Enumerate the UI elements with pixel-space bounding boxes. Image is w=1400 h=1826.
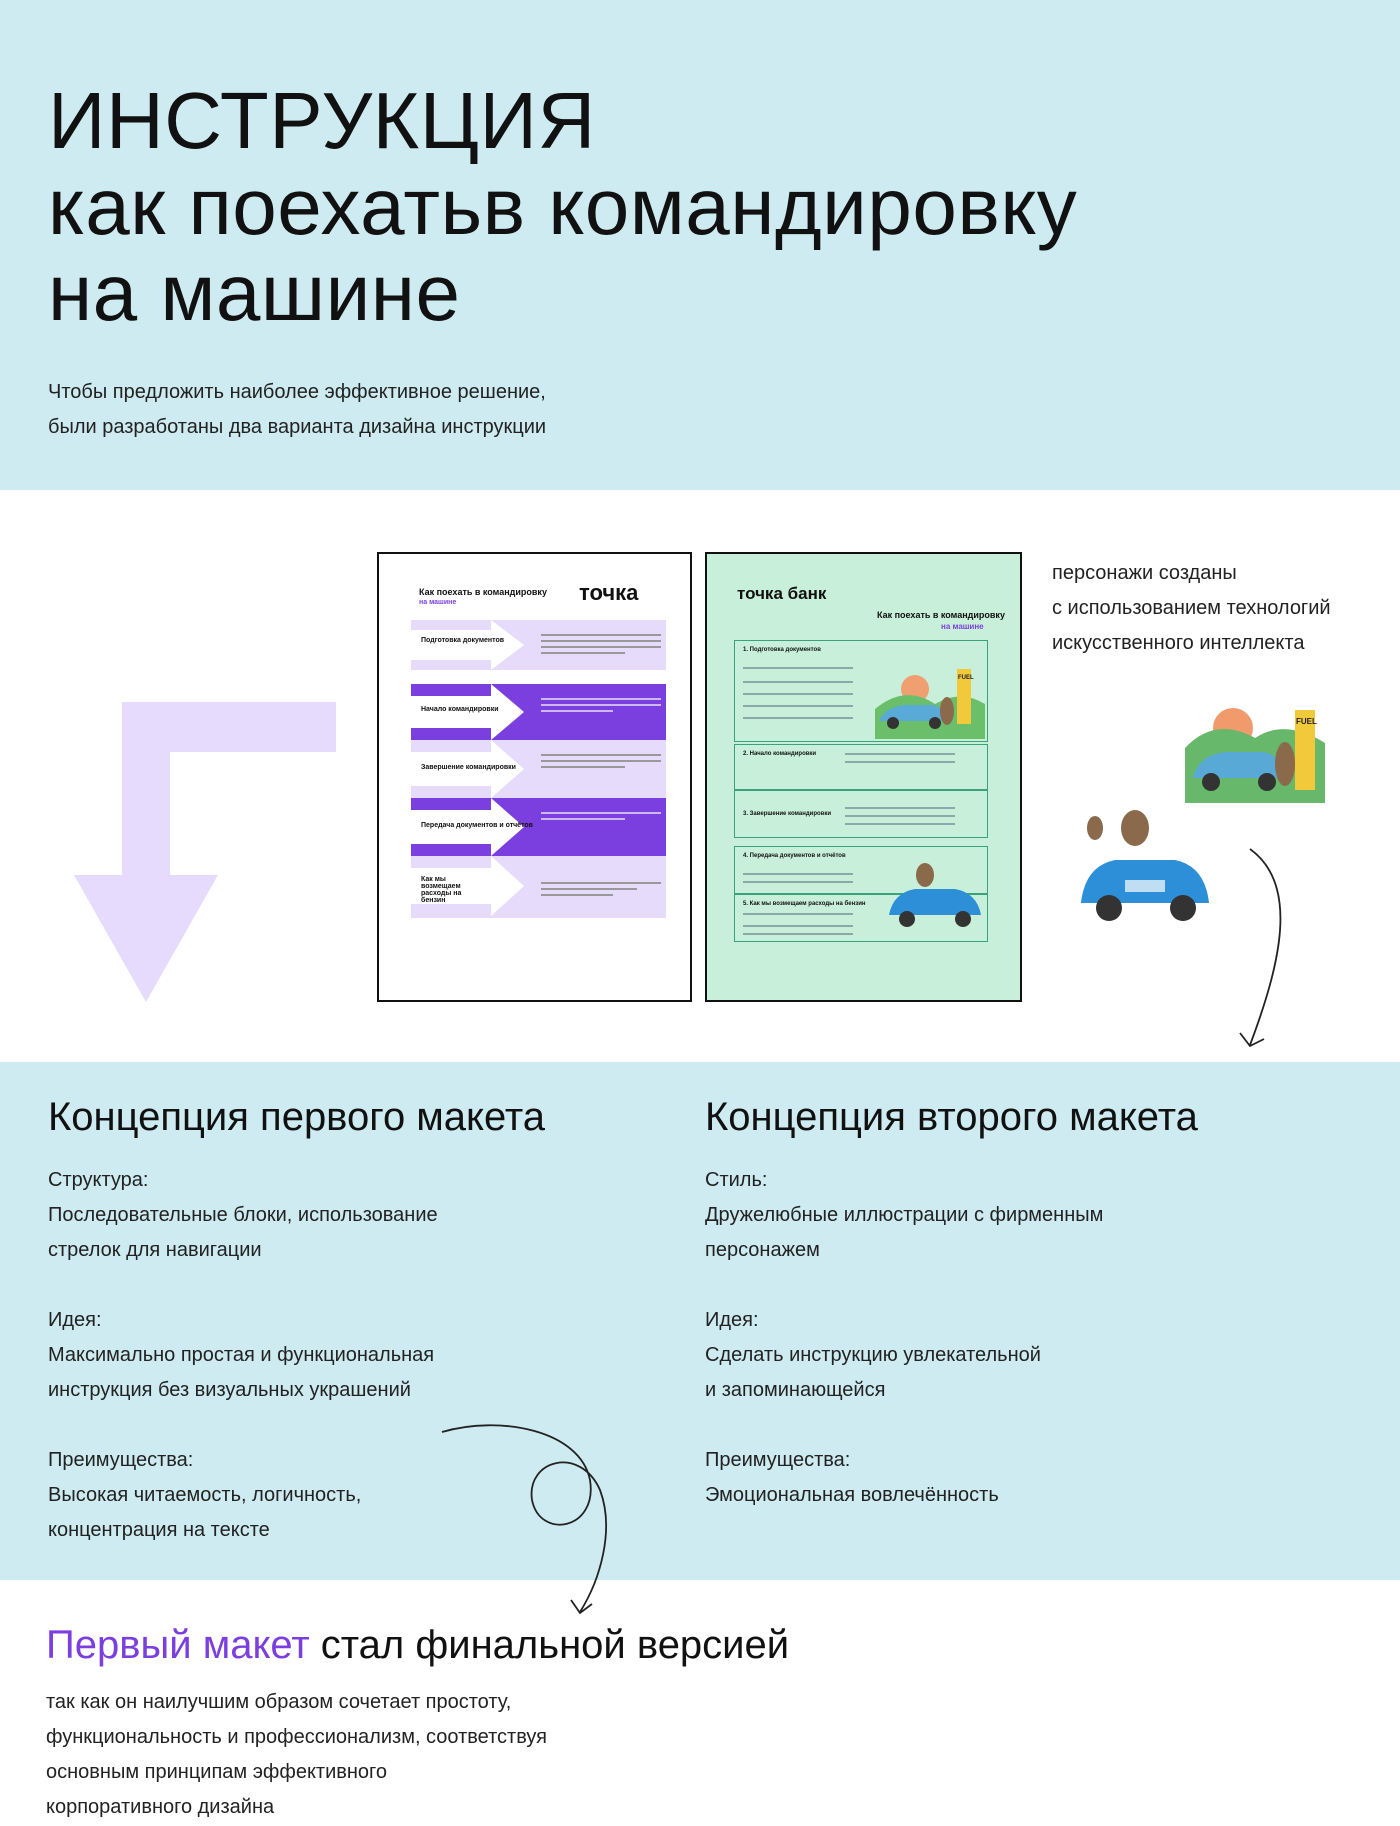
page-subtitle: Чтобы предложить наиболее эффективное решение, были разработаны два варианта дизайна инструкции xyxy=(48,381,547,438)
final-text: так как он наилучшим образом сочетает простоту, функциональность и профессионализм, соответствуя основным принципам эффективного корпоративного дизайна xyxy=(46,1691,547,1818)
car-fuel-illustration-icon xyxy=(875,659,985,739)
svg-text:FUEL: FUEL xyxy=(958,675,974,681)
mockup-first xyxy=(377,552,692,1002)
concept-second: Концепция второго макета Стиль: Дружелюбные иллюстрации с фирменным персонажем Идея: Сделать инструкцию увлекательной и запоминающейся Преимущества: Эмоциональная вовлечённость xyxy=(705,1093,1365,1513)
mockup1-title: Как поехать в командировку xyxy=(419,587,547,597)
page-title: ИНСТРУКЦИЯ как поехатьв командировку на машине xyxy=(48,76,1078,337)
ai-note: персонажи созданы с использованием технологий искусственного интеллекта xyxy=(1052,562,1331,654)
svg-text:FUEL: FUEL xyxy=(1296,717,1317,726)
mockup2-section: 5. Как мы возмещаем расходы на бензин xyxy=(734,894,988,942)
mockup2-brand-logo: точка банк xyxy=(737,584,827,603)
mockup2-section: 4. Передача документов и отчётов xyxy=(734,846,988,894)
concept1-title: Концепция первого макета xyxy=(48,1095,546,1139)
big-arrow-icon xyxy=(70,700,340,1005)
mockup1-brand-logo: точка xyxy=(579,580,639,605)
mockup1-row: Начало командировки xyxy=(411,684,666,740)
mockup2-title: Как поехать в командировку xyxy=(877,610,1005,620)
mockup1-row: Подготовка документов xyxy=(411,620,666,670)
mockup1-title-accent: на машине xyxy=(419,599,457,606)
mockup2-section: 1. Подготовка документов FUEL xyxy=(734,640,988,742)
mockup2-section: 2. Начало командировки xyxy=(734,744,988,790)
mockup1-row: Как мы возмещаем расходы на бензин xyxy=(411,856,666,918)
convertible-car-illustration-icon xyxy=(885,845,985,935)
mockup-second xyxy=(705,552,1022,1002)
curved-arrow-icon xyxy=(1220,845,1310,1050)
fuel-station-illustration-icon xyxy=(1185,688,1325,803)
convertible-illustration-icon xyxy=(1075,808,1215,933)
final-title: Первый макет стал финальной версией xyxy=(46,1623,790,1667)
concept2-title: Концепция второго макета xyxy=(705,1095,1198,1139)
mockup2-title-accent: на машине xyxy=(941,622,984,631)
loop-arrow-icon xyxy=(440,1420,620,1620)
concept-first: Концепция первого макета Структура: Последовательные блоки, использование стрелок для навигации Идея: Максимально простая и функциональная инструкция без визуальных украшений Преимущества: Высокая читаемость, логичность, концентрация на тексте xyxy=(48,1093,688,1548)
mockup2-section: 3. Завершение командировки xyxy=(734,790,988,838)
mockup1-row: Передача документов и отчётов xyxy=(411,798,666,856)
mockup1-row: Завершение командировки xyxy=(411,740,666,798)
